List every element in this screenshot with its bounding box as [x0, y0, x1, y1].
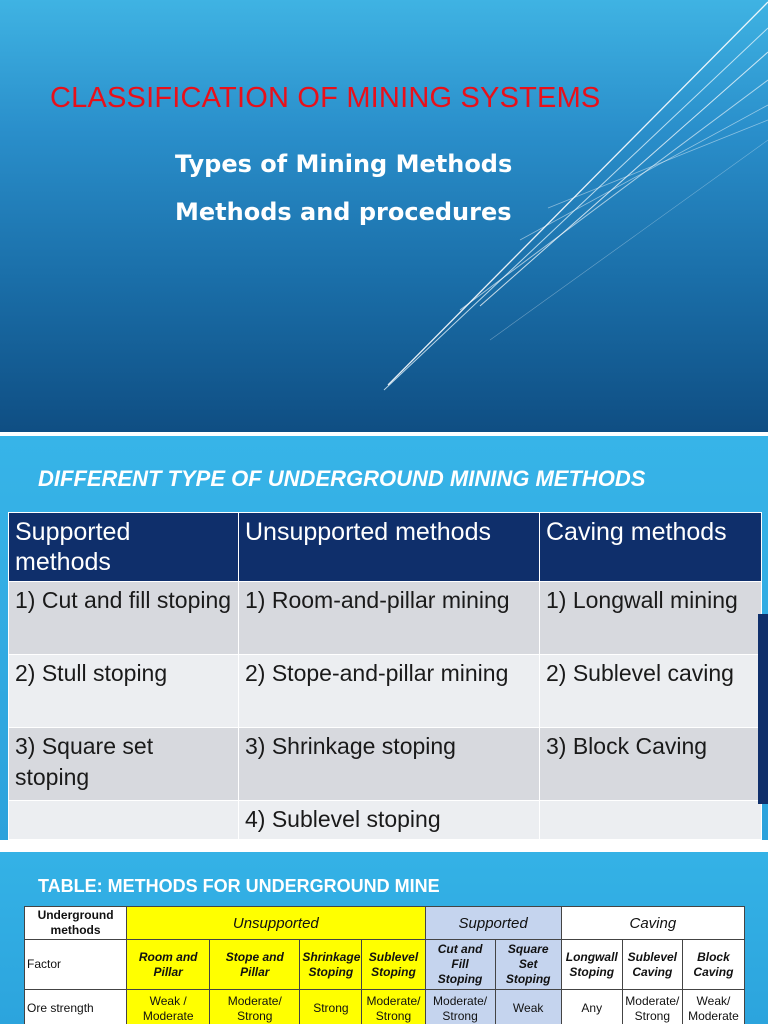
- method-name: Sublevel Stoping: [362, 940, 425, 990]
- table-cell: 2) Sublevel caving: [540, 655, 762, 728]
- table-cell: Weak/ Moderate: [682, 990, 744, 1024]
- header-supported: Supported methods: [9, 513, 239, 582]
- table-row: [9, 801, 762, 840]
- table-cell: [540, 801, 762, 840]
- table-cell: Weak / Moderate: [127, 990, 210, 1024]
- slide-subtitle-1: Types of Mining Methods: [175, 150, 513, 178]
- table-row: [9, 582, 762, 655]
- method-name: Cut and Fill Stoping: [425, 940, 495, 990]
- method-name: Longwall Stoping: [561, 940, 622, 990]
- table-row: [25, 990, 745, 1024]
- table-cell: 3) Shrinkage stoping: [239, 728, 540, 801]
- table-cell: 1) Cut and fill stoping: [9, 582, 239, 655]
- table-cell: Moderate/ Strong: [622, 990, 682, 1024]
- right-accent-bar: [758, 614, 768, 804]
- table-row: [9, 728, 762, 801]
- table-cell: 4) Sublevel stoping: [239, 801, 540, 840]
- slide-subtitle-2: Methods and procedures: [175, 198, 512, 226]
- group-supported: Supported: [425, 907, 561, 940]
- slide-gap: [0, 840, 768, 852]
- table-row: [9, 655, 762, 728]
- slide-title: [0, 0, 768, 432]
- underground-table-heading: TABLE: METHODS FOR UNDERGROUND MINE: [38, 876, 440, 896]
- group-unsupported: Unsupported: [127, 907, 425, 940]
- row-header-cell: Underground methods: [25, 907, 127, 940]
- methods-table: [8, 512, 762, 840]
- slide-underground-table: [0, 852, 768, 1024]
- group-caving: Caving: [561, 907, 744, 940]
- slide-title-heading: CLASSIFICATION OF MINING SYSTEMS: [50, 82, 601, 114]
- ore-strength-label: Ore strength: [25, 990, 127, 1024]
- table-cell: [9, 801, 239, 840]
- table-cell: 3) Block Caving: [540, 728, 762, 801]
- method-name: Stope and Pillar: [210, 940, 300, 990]
- group-header-row: [25, 907, 745, 940]
- underground-methods-table: [24, 906, 745, 1024]
- table-cell: 2) Stull stoping: [9, 655, 239, 728]
- factor-label: Factor: [25, 940, 127, 990]
- table-cell: Moderate/ Strong: [425, 990, 495, 1024]
- method-name: Square Set Stoping: [495, 940, 561, 990]
- slide-methods: [0, 436, 768, 840]
- methods-table-header: [9, 513, 762, 582]
- method-name: Sublevel Caving: [622, 940, 682, 990]
- method-name: Room and Pillar: [127, 940, 210, 990]
- table-cell: Moderate/ Strong: [210, 990, 300, 1024]
- table-cell: Any: [561, 990, 622, 1024]
- table-cell: 1) Longwall mining: [540, 582, 762, 655]
- method-name: Shrinkage Stoping: [300, 940, 362, 990]
- table-cell: 2) Stope-and-pillar mining: [239, 655, 540, 728]
- table-cell: 3) Square set stoping: [9, 728, 239, 801]
- table-cell: Moderate/ Strong: [362, 990, 425, 1024]
- header-caving: Caving methods: [540, 513, 762, 582]
- methods-heading: DIFFERENT TYPE OF UNDERGROUND MINING METHODS: [38, 466, 646, 491]
- table-cell: 1) Room-and-pillar mining: [239, 582, 540, 655]
- header-unsupported: Unsupported methods: [239, 513, 540, 582]
- method-name: Block Caving: [682, 940, 744, 990]
- table-cell: Weak: [495, 990, 561, 1024]
- method-name-row: [25, 940, 745, 990]
- table-cell: Strong: [300, 990, 362, 1024]
